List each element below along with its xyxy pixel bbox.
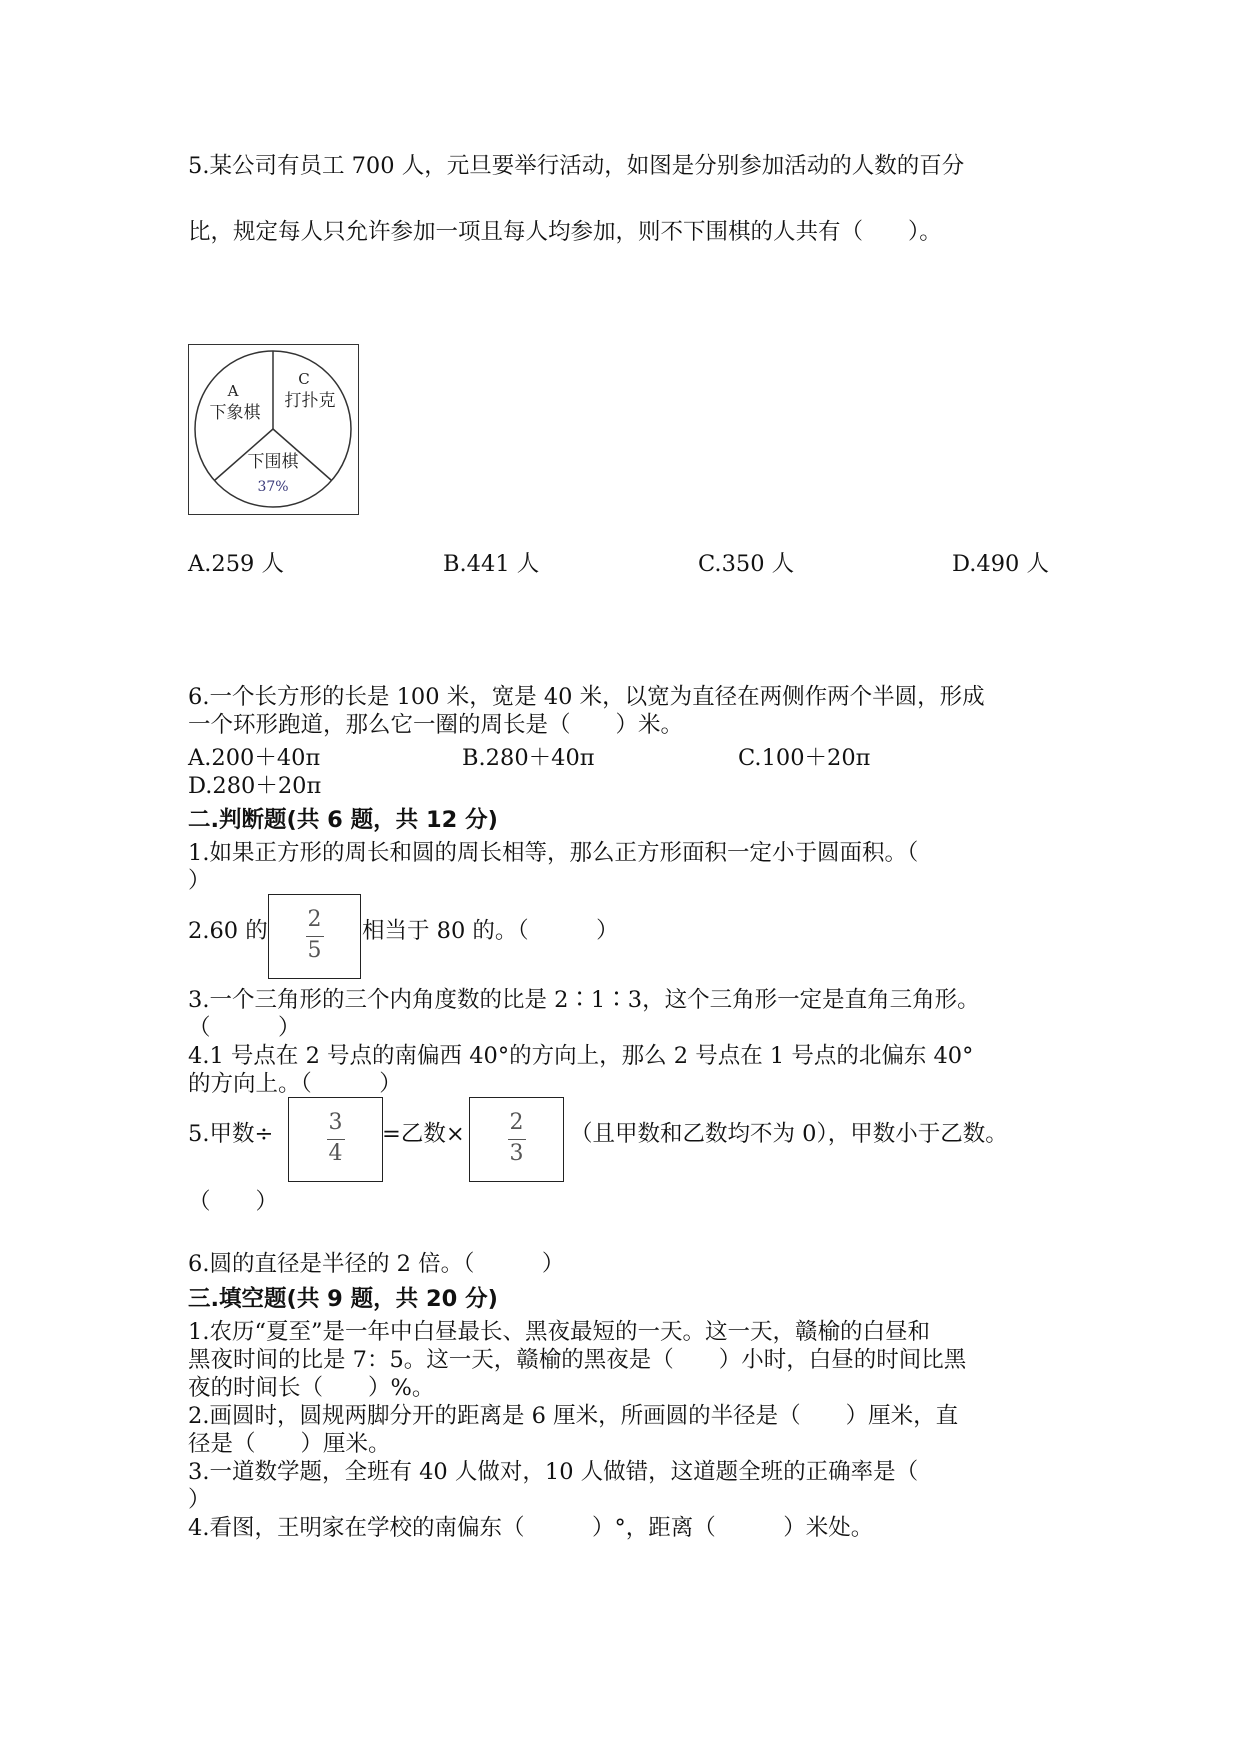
pie-slice-a-letter: A xyxy=(227,382,239,400)
fraction-numerator: 2 xyxy=(509,1110,524,1135)
s2-q1-line1: 1.如果正方形的周长和圆的周长相等，那么正方形面积一定小于圆面积。（ xyxy=(188,840,919,866)
q6-option-d: D.280＋20π xyxy=(188,773,322,799)
s2-q2-prefix: 2.60 的 xyxy=(188,918,268,944)
fraction-bar xyxy=(306,936,324,937)
q5-option-a: A.259 人 xyxy=(188,551,284,577)
q5-option-d: D.490 人 xyxy=(952,551,1049,577)
s2-q5-suffix: （且甲数和乙数均不为 0），甲数小于乙数。 xyxy=(570,1121,1008,1147)
q5-text-line1: 5.某公司有员工 700 人，元旦要举行活动，如图是分别参加活动的人数的百分 xyxy=(188,153,965,179)
q6-option-b: B.280＋40π xyxy=(462,745,595,771)
q5-option-b: B.441 人 xyxy=(443,551,540,577)
s2-q6: 6.圆的直径是半径的 2 倍。（ ） xyxy=(188,1251,565,1277)
q5-option-c: C.350 人 xyxy=(698,551,795,577)
s3-q1-line1: 1.农历“夏至”是一年中白昼最长、黑夜最短的一天。这一天，赣榆的白昼和 xyxy=(188,1319,930,1345)
s2-q2-fraction-box xyxy=(268,894,361,979)
q6-option-a: A.200＋40π xyxy=(188,745,321,771)
s3-q1-line2: 黑夜时间的比是 7：5。这一天，赣榆的黑夜是（ ）小时，白昼的时间比黑 xyxy=(188,1347,967,1373)
s2-q5-line2: （ ） xyxy=(188,1189,279,1215)
s2-q4-line2: 的方向上。（ ） xyxy=(188,1071,402,1097)
s3-q1-line3: 夜的时间长（ ）%。 xyxy=(188,1375,435,1401)
q6-text-line1: 6.一个长方形的长是 100 米，宽是 40 米，以宽为直径在两侧作两个半圆，形成 xyxy=(188,684,985,710)
section3-title: 三.填空题(共 9 题，共 20 分) xyxy=(188,1286,498,1312)
fraction-numerator: 2 xyxy=(307,907,322,932)
fraction-denominator: 4 xyxy=(328,1141,343,1166)
s3-q2-line1: 2.画圆时，圆规两脚分开的距离是 6 厘米，所画圆的半径是（ ）厘米，直 xyxy=(188,1403,959,1429)
s2-q5-fraction-box-1 xyxy=(288,1097,383,1182)
s3-q4: 4.看图，王明家在学校的南偏东（ ）°，距离（ ）米处。 xyxy=(188,1515,874,1541)
fraction-denominator: 5 xyxy=(307,938,322,963)
q6-text-line2: 一个环形跑道，那么它一圈的周长是（ ）米。 xyxy=(188,712,684,738)
fraction-denominator: 3 xyxy=(509,1141,524,1166)
section2-title: 二.判断题(共 6 题，共 12 分) xyxy=(188,807,498,833)
q5-text-line2: 比，规定每人只允许参加一项且每人均参加，则不下围棋的人共有（ ）。 xyxy=(188,219,942,245)
s2-q3-line1: 3.一个三角形的三个内角度数的比是 2∶1∶3，这个三角形一定是直角三角形。 xyxy=(188,987,980,1013)
s2-q4-line1: 4.1 号点在 2 号点的南偏西 40°的方向上，那么 2 号点在 1 号点的北偏东 40° xyxy=(188,1043,974,1069)
pie-slice-b-percent: 37% xyxy=(257,479,289,495)
pie-chart xyxy=(189,345,358,514)
pie-slice-c-letter: C xyxy=(298,370,310,388)
pie-slice-c-label: 打扑克 xyxy=(284,391,336,411)
s3-q2-line2: 径是（ ）厘米。 xyxy=(188,1431,391,1457)
pie-chart-figure xyxy=(188,344,359,515)
s3-q3-line1: 3.一道数学题，全班有 40 人做对，10 人做错，这道题全班的正确率是（ xyxy=(188,1459,919,1485)
s2-q5-prefix: 5.甲数÷ xyxy=(188,1121,274,1147)
s3-q3-line2: ） xyxy=(188,1487,211,1513)
fraction-numerator: 3 xyxy=(328,1110,343,1135)
q6-option-c: C.100＋20π xyxy=(738,745,871,771)
s2-q3-line2: （ ） xyxy=(188,1015,301,1041)
s2-q1-line2: ） xyxy=(188,868,211,894)
s2-q2-suffix: 相当于 80 的。（ ） xyxy=(362,918,619,944)
fraction-bar xyxy=(508,1139,526,1140)
fraction-bar xyxy=(327,1139,345,1140)
pie-slice-b-label: 下围棋 xyxy=(247,452,299,472)
s2-q5-middle: =乙数× xyxy=(382,1121,465,1147)
s2-q5-fraction-box-2 xyxy=(469,1097,564,1182)
pie-slice-a-label: 下象棋 xyxy=(209,403,261,423)
